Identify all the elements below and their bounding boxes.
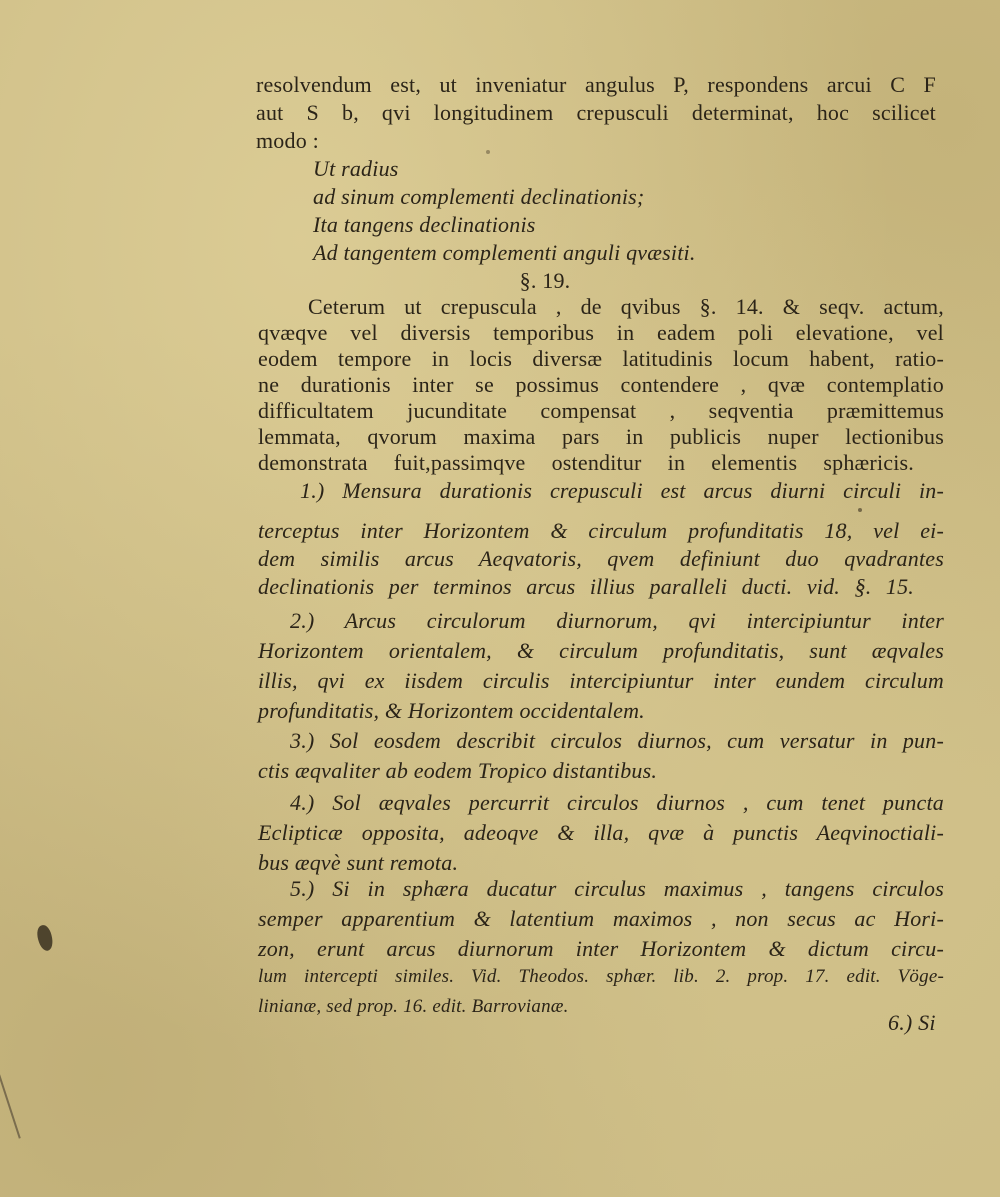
lemma-2-line-4: profunditatis, & Horizontem occidentalem.: [258, 698, 645, 723]
lemma-3-line-1: 3.) Sol eosdem describit circulos diurnos, cum versatur in pun-: [290, 728, 944, 753]
text-line-15: demonstrata fuit,passimqve ostenditur in elementis sphæricis.: [258, 450, 914, 475]
lemma-5-line-3: zon, erunt arcus diurnorum inter Horizontem & dictum circu-: [258, 936, 944, 961]
lemma-2-line-1: 2.) Arcus circulorum diurnorum, qvi intercipiuntur inter: [290, 608, 944, 633]
lemma-1-line-3: dem similis arcus Aeqvatoris, qvem definiunt duo qvadrantes: [258, 546, 944, 571]
lemma-5-line-1: 5.) Si in sphæra ducatur circulus maximus , tangens circulos: [290, 876, 944, 901]
text-line-11: eodem tempore in locis diversæ latitudinis locum habent, ratio-: [258, 346, 944, 371]
lemma-2-line-2: Horizontem orientalem, & circulum profunditatis, sunt æqvales: [258, 638, 944, 663]
degree-mark: [858, 508, 862, 512]
formula-line-1: Ut radius: [313, 156, 399, 181]
lemma-5-line-5: linianæ, sed prop. 16. edit. Barrovianæ.: [258, 996, 569, 1017]
text-line-12: ne durationis inter se possimus contendere , qvæ contemplatio: [258, 372, 944, 397]
lemma-4-line-1: 4.) Sol æqvales percurrit circulos diurnos , cum tenet puncta: [290, 790, 944, 815]
paper-speck: [486, 150, 490, 154]
catchword: 6.) Si: [888, 1010, 936, 1035]
lemma-4-line-2: Eclipticæ opposita, adeoqve & illa, qvæ à punctis Aeqvinoctiali-: [258, 820, 944, 845]
section-heading: §. 19.: [519, 268, 571, 293]
text-line-10: qvæqve vel diversis temporibus in eadem poli elevatione, vel: [258, 320, 944, 345]
text-line-9: Ceterum ut crepuscula , de qvibus §. 14. & seqv. actum,: [308, 294, 944, 319]
lemma-1-line-4: declinationis per terminos arcus illius paralleli ducti. vid. §. 15.: [258, 574, 914, 599]
formula-line-3: Ita tangens declinationis: [313, 212, 536, 237]
lemma-1-line-1: 1.) Mensura durationis crepusculi est arcus diurni circuli in-: [300, 478, 944, 503]
text-line-3: modo :: [256, 128, 319, 153]
formula-line-2: ad sinum complementi declinationis;: [313, 184, 645, 209]
lemma-5-line-2: semper apparentium & latentium maximos , non secus ac Hori-: [258, 906, 944, 931]
page-edge-mark: [0, 1071, 21, 1138]
text-line-2: aut S b, qvi longitudinem crepusculi determinat, hoc scilicet: [256, 100, 936, 125]
lemma-5-line-4: lum intercepti similes. Vid. Theodos. sphær. lib. 2. prop. 17. edit. Vöge-: [258, 966, 944, 987]
lemma-3-line-2: ctis æqvaliter ab eodem Tropico distantibus.: [258, 758, 658, 783]
lemma-1-line-2: terceptus inter Horizontem & circulum profunditatis 18, vel ei-: [258, 518, 944, 543]
lemma-4-line-3: bus æqvè sunt remota.: [258, 850, 459, 875]
lemma-2-line-3: illis, qvi ex iisdem circulis intercipiuntur inter eundem circulum: [258, 668, 944, 693]
text-line-14: lemmata, qvorum maxima pars in publicis nuper lectionibus: [258, 424, 944, 449]
text-line-1: resolvendum est, ut inveniatur angulus P, respondens arcui C F: [256, 72, 936, 97]
text-line-13: difficultatem jucunditate compensat , seqventia præmittemus: [258, 398, 944, 423]
ink-stain: [35, 924, 55, 953]
formula-line-4: Ad tangentem complementi anguli qvæsiti.: [313, 240, 696, 265]
